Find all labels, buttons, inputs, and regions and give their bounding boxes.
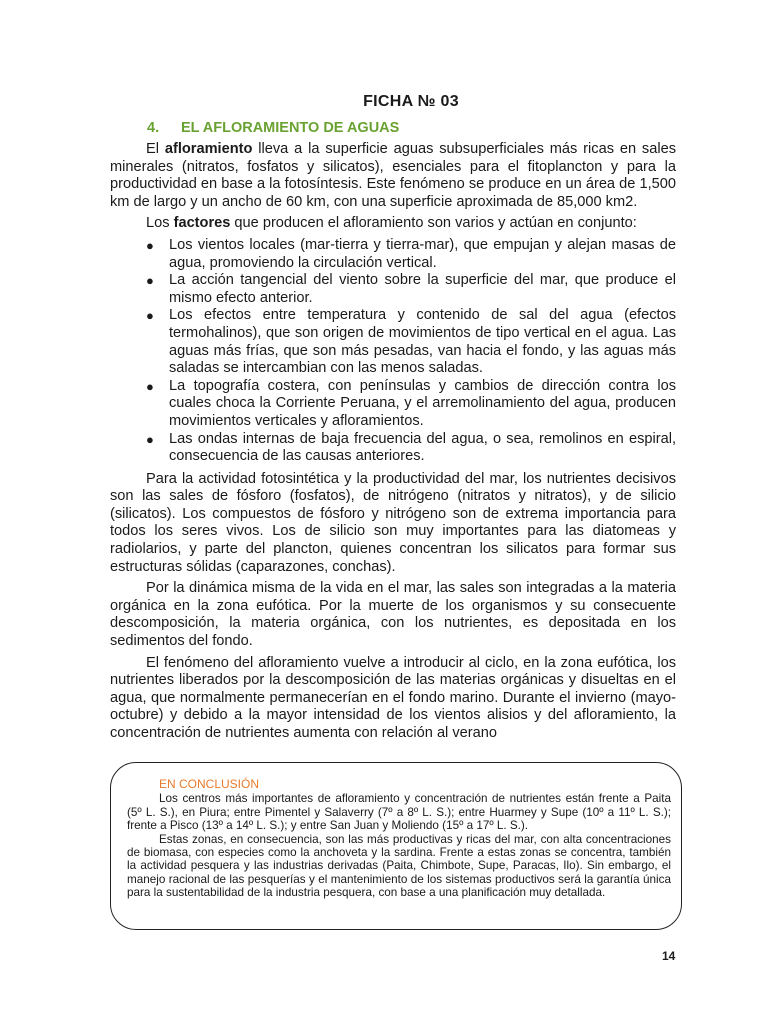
list-item-text: La acción tangencial del viento sobre la superficie del mar, que produce el mismo efecto anterior. xyxy=(169,272,676,306)
page-number: 14 xyxy=(662,949,676,963)
paragraph-lead: El xyxy=(146,141,165,157)
conclusion-paragraph-zonas: Estas zonas, en consecuencia, son las más productivas y ricas del mar, con alta concentraciones de biomasa, con especies como la anchoveta y la sardina. Frente a estas zonas se concentra, también la actividad pesquera y las industrias derivadas (Paita, Chimbote, Supe, Paracas, Ilo). Sin embargo, el manejo racional de las pesquerías y el mantenimiento de los sistemas productivos será la garantía única para la sustentabilidad de la industria pesquera, con base a una planificación muy detallada. xyxy=(127,832,671,900)
list-item xyxy=(110,272,676,307)
list-item-text: La topografía costera, con penínsulas y cambios de dirección contra los cuales choca la Corriente Peruana, y el arremolinamiento del agua, producen movimientos verticales y afloramientos. xyxy=(169,377,676,429)
paragraph-rest: lleva a la superficie aguas subsuperficiales más ricas en sales minerales (nitratos, fosfatos y silicatos), esenciales para el fitoplancton y para la productividad en base a la fotosíntesis. Este fenómeno se produce en un área de 1,500 km de largo y un ancho de 60 km, con una superficie aproximada de 85,000 km2. xyxy=(110,141,677,210)
conclusion-box xyxy=(110,762,682,930)
bullet-icon: ● xyxy=(146,273,154,289)
section-title: EL AFLORAMIENTO DE AGUAS xyxy=(181,120,400,136)
bullet-icon: ● xyxy=(146,431,154,447)
bullet-icon: ● xyxy=(146,308,154,324)
list-item-text: Los vientos locales (mar-tierra y tierra-mar), que empujan y alejan masas de agua, promoviendo la circulación vertical. xyxy=(169,236,676,271)
factors-list xyxy=(110,237,676,466)
bold-term: factores xyxy=(173,215,231,232)
bullet-icon: ● xyxy=(146,237,154,253)
paragraph-rest: que producen el afloramiento son varios y actúan en conjunto: xyxy=(230,215,637,232)
conclusion-title: EN CONCLUSIÓN xyxy=(159,777,260,791)
list-item xyxy=(110,237,676,272)
conclusion-paragraph-centros: Los centros más importantes de afloramiento y concentración de nutrientes están frente a Paita (5º L. S.), en Piura; entre Pimentel y Salaverry (7º a 8º L. S.); entre Huarmey y Supe (10º a 11º L. S.); frente a Pisco (13º a 14º L. S.); y entre San Juan y Moliendo (15º a 17º L. S.). xyxy=(127,792,671,833)
paragraph-lead: Los xyxy=(146,215,174,232)
section-number: 4. xyxy=(147,120,160,136)
paragraph-factores xyxy=(110,215,676,233)
paragraph-dinamica: Por la dinámica misma de la vida en el mar, las sales son integradas a la materia orgánica en la zona eufótica. Por la muerte de los organismos y su consecuente descomposición, la materia orgánica, con los nutrientes, es depositada en los sedimentos del fondo. xyxy=(110,580,676,650)
paragraph-afloramiento xyxy=(110,141,676,211)
list-item-text: Las ondas internas de baja frecuencia del agua, o sea, remolinos en espiral, consecuencia de las causas anteriores. xyxy=(169,430,676,465)
list-item-text: Los efectos entre temperatura y contenido de sal del agua (efectos termohalinos), que son origen de movimientos de tipo vertical en el agua. Las aguas más frías, que son más pesadas, van hacia el fondo, y las aguas más saladas se intercambian con las menos saladas. xyxy=(169,307,676,377)
list-item xyxy=(110,378,676,431)
page-title: FICHA № 03 xyxy=(363,93,459,110)
list-item xyxy=(110,307,676,377)
list-item xyxy=(110,431,676,466)
paragraph-fenomeno: El fenómeno del afloramiento vuelve a introducir al ciclo, en la zona eufótica, los nutrientes liberados por la descomposición de las materias orgánicas y disueltas en el agua, que normalmente permanecerían en el fondo marino. Durante el invierno (mayo-octubre) y debido a la mayor intensidad de los vientos alisios y del afloramiento, la concentración de nutrientes aumenta con relación al verano xyxy=(110,654,676,741)
bullet-icon: ● xyxy=(146,378,154,394)
paragraph-nutrientes: Para la actividad fotosintética y la productividad del mar, los nutrientes decisivos son las sales de fósforo (fosfatos), de nitrógeno (nitratos y nitratos), y de silicio (silicatos). Los compuestos de fósforo y nitrógeno son de extrema importancia para todos los seres vivos. Los de silicio son muy importantes para las diatomeas y radiolarios, y parte del plancton, quienes concentran los silicatos para formar sus estructuras sólidas (caparazones, conchas). xyxy=(110,470,676,575)
section-heading xyxy=(147,120,399,136)
bold-term: afloramiento xyxy=(164,141,253,157)
body-text xyxy=(110,141,676,747)
